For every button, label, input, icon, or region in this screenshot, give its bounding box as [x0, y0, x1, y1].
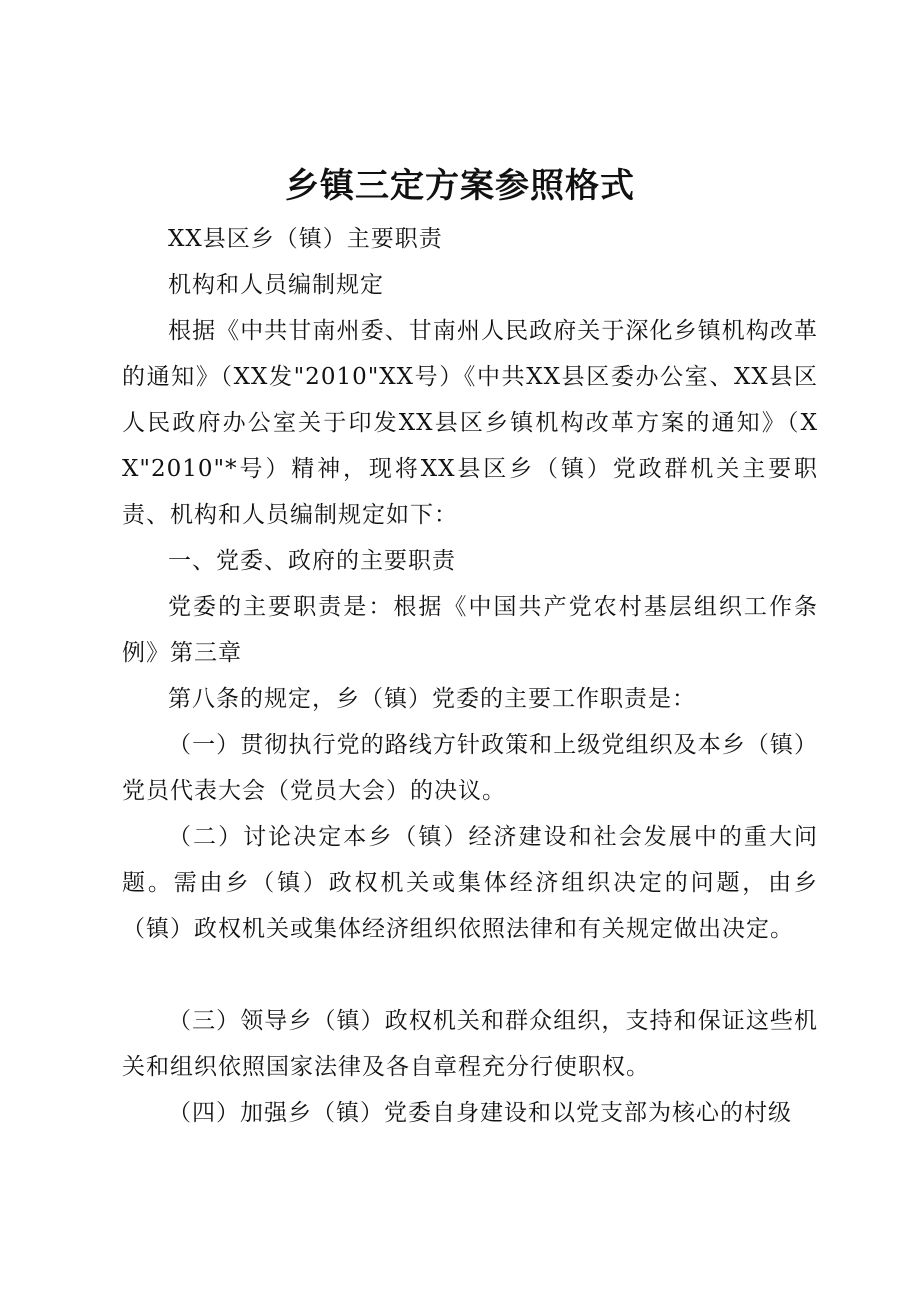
document-title: 乡镇三定方案参照格式 [285, 166, 635, 206]
paragraph-section-one-heading: 一、党委、政府的主要职责 [168, 548, 456, 574]
paragraph-main-duties-heading: XX县区乡（镇）主要职责 [168, 226, 443, 252]
paragraph-item-two: （二）讨论决定本乡（镇）经济建设和社会发展中的重大问题。需由乡（镇）政权机关或集体经济组织决定的问题，由乡（镇）政权机关或集体经济组织依照法律和有关规定做出决定。 [122, 824, 818, 942]
paragraph-item-three: （三）领导乡（镇）政权机关和群众组织，支持和保证这些机关和组织依照国家法律及各自章程充分行使职权。 [122, 1008, 818, 1080]
paragraph-party-duties-intro: 党委的主要职责是：根据《中国共产党农村基层组织工作条例》第三章 [122, 594, 818, 666]
paragraph-item-one: （一）贯彻执行党的路线方针政策和上级党组织及本乡（镇）党员代表大会（党员大会）的决议。 [122, 732, 818, 804]
document-body [122, 216, 818, 1136]
paragraph-staffing-heading: 机构和人员编制规定 [168, 272, 384, 298]
paragraph-basis: 根据《中共甘南州委、甘南州人民政府关于深化乡镇机构改革的通知》（XX发"2010"XX号）《中共XX县区委办公室、XX县区人民政府办公室关于印发XX县区乡镇机构改革方案的通知》（XX"2010"*号）精神，现将XX县区乡（镇）党政群机关主要职责、机构和人员编制规定如下： [122, 318, 818, 528]
paragraph-item-four: （四）加强乡（镇）党委自身建设和以党支部为核心的村级 [168, 1100, 792, 1126]
paragraph-article-eight: 第八条的规定，乡（镇）党委的主要工作职责是： [168, 686, 696, 712]
